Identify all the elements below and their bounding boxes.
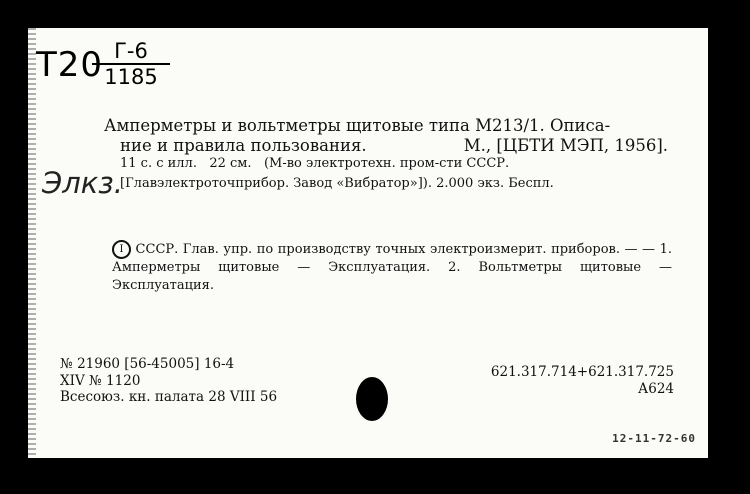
shelfmark bbox=[36, 39, 158, 89]
title-line-2-wrap bbox=[104, 136, 674, 156]
imprint-line-1: 11 с. с илл. 22 см. (М-во электротехн. пром-сти СССР. bbox=[120, 156, 510, 171]
publisher: М., [ЦБТИ МЭП, 1956]. bbox=[463, 136, 668, 155]
subject-headings bbox=[112, 240, 672, 294]
title-line-2: ние и правила пользования. bbox=[120, 136, 367, 155]
title-block bbox=[104, 116, 674, 156]
title-line-1: Амперметры и вольтметры щитовые типа М213/1. Описа- bbox=[104, 116, 611, 135]
author-mark: А624 bbox=[638, 380, 674, 397]
shelfmark-fraction bbox=[92, 39, 170, 89]
subject-text: СССР. Глав. упр. по производству точных электроизмерит. приборов. — — 1. Амперметры щитовые — Эксплуатация. 2. Вольтметры щитовые — Эксплуатация. bbox=[112, 242, 672, 293]
accession-block bbox=[60, 356, 277, 406]
classification-block bbox=[491, 364, 674, 397]
subject-marker: I bbox=[112, 240, 131, 259]
punch-hole bbox=[356, 377, 388, 421]
shelfmark-numerator: Г-6 bbox=[92, 39, 170, 65]
udc-code: 621.317.714+621.317.725 bbox=[490, 364, 674, 380]
date-stamp: 12-11-72-60 bbox=[612, 432, 696, 445]
accession-line-2: XIV № 1120 bbox=[60, 372, 141, 389]
accession-line-3: Всесоюз. кн. палата 28 VIII 56 bbox=[60, 389, 278, 405]
card-edge-strip bbox=[28, 28, 36, 458]
shelfmark-denominator: 1185 bbox=[104, 65, 158, 89]
accession-line-1: № 21960 [56-45005] 16-4 bbox=[60, 356, 235, 372]
catalog-card bbox=[28, 28, 708, 458]
shelfmark-main: Т20 bbox=[36, 45, 104, 85]
imprint-line-2: [Главэлектроточприбор. Завод «Вибратор»]). 2.000 экз. Беспл. bbox=[120, 176, 554, 191]
imprint-block bbox=[120, 154, 676, 194]
handwritten-note: Элкз. bbox=[42, 166, 123, 200]
